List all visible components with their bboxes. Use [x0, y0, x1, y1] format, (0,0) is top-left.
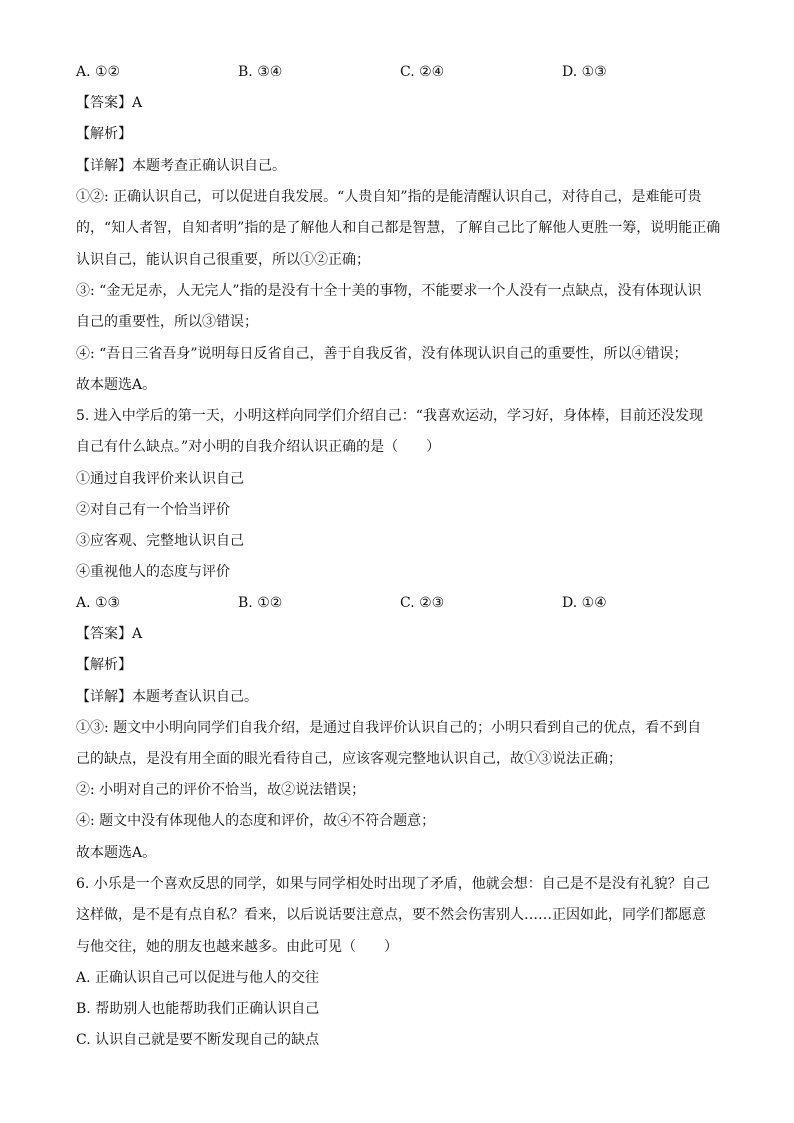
q4-option-d: D. ①③ [562, 64, 607, 80]
q5-item: ④重视他人的态度与评价 [76, 564, 230, 580]
q5-item: ②对自己有一个恰当评价 [76, 502, 230, 518]
q6-stem-line: 这样做，是不是有点自私？看来，以后说话要注意点，要不然会伤害别人……正因如此，同学们都愿意 [76, 907, 706, 923]
q4-conclusion: 故本题选A。 [76, 377, 157, 393]
q6-option-b: B. 帮助别人也能帮助我们正确认识自己 [76, 1001, 320, 1017]
q4-explanation-line: 的，“知人者智，自知者明”指的是了解他人和自己都是智慧，了解自己比了解他人更胜一筹，说明能正确 [76, 220, 721, 236]
q5-item: ③应客观、完整地认识自己 [76, 533, 244, 549]
q4-explanation-line: ④: “吾日三省吾身”说明每日反省自己，善于自我反省，没有体现认识自己的重要性，所以④错误； [76, 346, 688, 362]
q6-option-c: C. 认识自己就是要不断发现自己的缺点 [76, 1032, 320, 1048]
q4-option-a: A. ①② [76, 64, 121, 80]
q4-explanation-line: ①②: 正确认识自己，可以促进自我发展。“人贵自知”指的是能清醒认识自己，对待自己，是难能可贵 [76, 189, 702, 205]
q5-explanation-line: ②: 小明对自己的评价不恰当，故②说法错误； [76, 782, 366, 798]
q5-answer: 【答案】A [76, 626, 143, 642]
q4-explanation-line: 认识自己，能认识自己很重要，所以①②正确； [76, 252, 370, 268]
q5-explanation-line: 己的缺点，是没有用全面的眼光看待自己，应该客观完整地认识自己，故①③说法正确； [76, 751, 622, 767]
q4-option-c: C. ②④ [400, 64, 445, 80]
q5-explanation-line: ①③: 题文中小明向同学们自我介绍，是通过自我评价认识自己的；小明只看到自己的优点，看不到自 [76, 720, 702, 736]
q5-item: ①通过自我评价来认识自己 [76, 471, 244, 487]
q5-stem-line: 5. 进入中学后的第一天，小明这样向同学们介绍自己：“我喜欢运动，学习好，身体棒，目前还没发现 [76, 408, 703, 424]
q6-option-a: A. 正确认识自己可以促进与他人的交往 [76, 970, 320, 986]
q5-option-b: B. ①② [238, 595, 283, 611]
q5-option-d: D. ①④ [562, 595, 607, 611]
q5-options [76, 593, 726, 613]
q6-stem-line: 6. 小乐是一个喜欢反思的同学，如果与同学相处时出现了矛盾，他就会想：自己是不是没有礼貌？自己 [76, 876, 710, 892]
q5-detail: 【详解】本题考查认识自己。 [76, 689, 258, 705]
q5-stem-line: 自己有什么缺点。”对小明的自我介绍认识正确的是（ ） [76, 439, 441, 455]
q6-stem-line: 与他交往，她的朋友也越来越多。由此可见（ ） [76, 939, 398, 955]
q4-analysis-label: 【解析】 [76, 126, 132, 142]
q4-detail: 【详解】本题考查正确认识自己。 [76, 158, 286, 174]
q4-answer: 【答案】A [76, 95, 143, 111]
q4-option-b: B. ③④ [238, 64, 283, 80]
q5-explanation-line: ④: 题文中没有体现他人的态度和评价，故④不符合题意； [76, 813, 436, 829]
q5-option-c: C. ②③ [400, 595, 445, 611]
q5-analysis-label: 【解析】 [76, 657, 132, 673]
q4-explanation-line: ③: “金无足赤，人无完人”指的是没有十全十美的事物，不能要求一个人没有一点缺点，没有体现认识 [76, 283, 702, 299]
q5-option-a: A. ①③ [76, 595, 121, 611]
q4-options [76, 62, 726, 82]
q4-explanation-line: 自己的重要性，所以③错误； [76, 314, 258, 330]
q5-conclusion: 故本题选A。 [76, 845, 157, 861]
